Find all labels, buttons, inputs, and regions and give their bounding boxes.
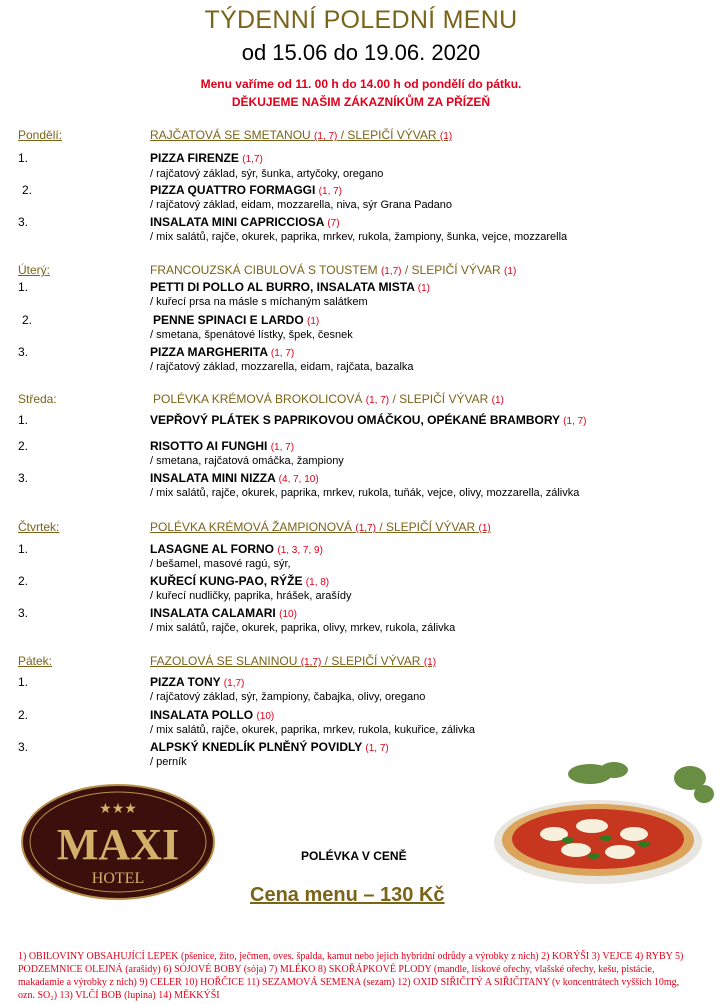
dish-description: / perník [150, 756, 187, 768]
maxi-hotel-logo [20, 783, 216, 901]
item-number: 3. [18, 471, 29, 485]
pizza-photo [494, 760, 714, 886]
item-number: 3. [18, 740, 29, 754]
dish-description: / kuřecí nudličky, paprika, hrášek, arašídy [150, 590, 352, 602]
item-number: 1. [18, 151, 29, 165]
dish-name: INSALATA MINI NIZZA (4, 7, 10) [150, 471, 319, 485]
dish-description: / kuřecí prsa na másle s míchaným salátkem [150, 296, 368, 308]
allergen-legend: 1) OBILOVINY OBSAHUJÍCÍ LEPEK (pšenice, žito, ječmen, oves. špalda, kamut nebo jejich hybridní odrůdy a výrobky z nich) 2) KORÝŠI 3) VEJCE 4) RYBY 5) PODZEMNICE OLEJNÁ (arašídy) 6) SÓJOVÉ BOBY (sója) 7) MLÉKO 8) SKOŘÁPKOVÉ PLODY (mandle, lískové ořechy, vlašské ořechy, kešu, pistácie, makadamie a výrobky z nich) 9) CELER 10) HOŘČICE 11) SEZAMOVÁ SEMENA (sezam) 12) OXID SIŘIČITÝ A SIŘIČITANY (v koncentrátech vyšších 10mg, ozn. SO₂) 13) VLČÍ BOB (lupina) 14) MĚKKÝŠI [18, 951, 684, 1001]
dish-description: / mix salátů, rajče, okurek, paprika, mrkev, rukola, žampiony, šunka, vejce, mozzarella [150, 231, 568, 243]
dish-name: PIZZA MARGHERITA (1, 7) [150, 345, 295, 359]
item-number: 2. [22, 183, 33, 197]
dish-name: INSALATA CALAMARI (10) [150, 606, 297, 620]
hours-note: Menu vaříme od 11. 00 h do 14.00 h od pondělí do pátku. [200, 77, 522, 91]
soup-line: RAJČATOVÁ SE SMETANOU (1, 7) / SLEPIČÍ VÝVAR (1) [150, 128, 453, 142]
soup-included-note: POLÉVKA V CENĚ [301, 849, 407, 863]
menu-price: Cena menu – 130 Kč [250, 884, 445, 906]
dish-description: / mix salátů, rajče, okurek, paprika, mrkev, rukola, tuňák, vejce, olivy, mozzarella, zálivka [150, 487, 580, 499]
dish-description: / smetana, špenátové lístky, špek, česnek [150, 329, 353, 341]
thanks-note: DĚKUJEME NAŠIM ZÁKAZNÍKŮM ZA PŘÍZEŇ [231, 95, 491, 109]
dish-name: PIZZA TONY (1,7) [150, 675, 245, 689]
item-number: 2. [18, 708, 29, 722]
svg-text:MAXI: MAXI [56, 820, 180, 869]
dish-name: PETTI DI POLLO AL BURRO, INSALATA MISTA (1) [150, 280, 431, 294]
dish-name: LASAGNE AL FORNO (1, 3, 7, 9) [150, 542, 323, 556]
dish-description: / bešamel, masové ragú, sýr, [150, 558, 291, 570]
dish-name: PIZZA FIRENZE (1,7) [150, 151, 263, 165]
day-name: Pátek: [18, 654, 53, 668]
item-number: 3. [18, 345, 29, 359]
soup-line: POLÉVKA KRÉMOVÁ ŽAMPIONOVÁ (1,7) / SLEPIČÍ VÝVAR (1) [150, 520, 491, 534]
dish-description: / rajčatový základ, sýr, žampiony, čabajka, olivy, oregano [150, 691, 426, 703]
item-number: 1. [18, 413, 29, 427]
dish-description: / rajčatový základ, sýr, šunka, artyčoky, oregano [150, 168, 384, 180]
item-number: 3. [18, 215, 29, 229]
dish-name: PIZZA QUATTRO FORMAGGI (1, 7) [150, 183, 343, 197]
dish-name: VEPŘOVÝ PLÁTEK S PAPRIKOVOU OMÁČKOU, OPÉKANÉ BRAMBORY (1, 7) [150, 413, 587, 427]
dish-description: / mix salátů, rajče, okurek, paprika, mrkev, rukola, kukuřice, zálivka [150, 724, 476, 736]
day-name: Úterý: [18, 263, 51, 277]
dish-name: PENNE SPINACI E LARDO (1) [153, 313, 320, 327]
dish-description: / rajčatový základ, eidam, mozzarella, niva, sýr Grana Padano [150, 199, 453, 211]
dish-description: / rajčatový základ, mozzarella, eidam, rajčata, bazalka [150, 361, 414, 373]
day-name: Pondělí: [18, 128, 63, 142]
item-number: 2. [18, 439, 29, 453]
item-number: 3. [18, 606, 29, 620]
dish-description: / smetana, rajčatová omáčka, žampiony [150, 455, 344, 467]
menu-dates: od 15.06 do 19.06. 2020 [241, 40, 481, 65]
svg-text:★★★: ★★★ [99, 801, 137, 817]
day-name: Čtvrtek: [18, 520, 60, 534]
menu-title: TÝDENNÍ POLEDNÍ MENU [204, 6, 518, 34]
dish-name: INSALATA MINI CAPRICCIOSA (7) [150, 215, 340, 229]
item-number: 2. [18, 574, 29, 588]
item-number: 1. [18, 675, 29, 689]
dish-name: KUŘECÍ KUNG-PAO, RÝŽE (1, 8) [150, 574, 330, 588]
dish-name: INSALATA POLLO (10) [150, 708, 275, 722]
dish-description: / mix salátů, rajče, okurek, paprika, olivy, mrkev, rukola, zálivka [150, 622, 456, 634]
soup-line: POLÉVKA KRÉMOVÁ BROKOLICOVÁ (1, 7) / SLEPIČÍ VÝVAR (1) [153, 392, 504, 406]
item-number: 1. [18, 542, 29, 556]
soup-line: FAZOLOVÁ SE SLANINOU (1,7) / SLEPIČÍ VÝVAR (1) [150, 654, 437, 668]
item-number: 2. [22, 313, 33, 327]
svg-text:HOTEL: HOTEL [91, 870, 145, 887]
dish-name: RISOTTO AI FUNGHI (1, 7) [150, 439, 295, 453]
day-name: Středa: [18, 392, 57, 406]
item-number: 1. [18, 280, 29, 294]
dish-name: ALPSKÝ KNEDLÍK PLNĚNÝ POVIDLY (1, 7) [150, 740, 389, 754]
soup-line: FRANCOUZSKÁ CIBULOVÁ S TOUSTEM (1,7) / SLEPIČÍ VÝVAR (1) [150, 263, 517, 277]
